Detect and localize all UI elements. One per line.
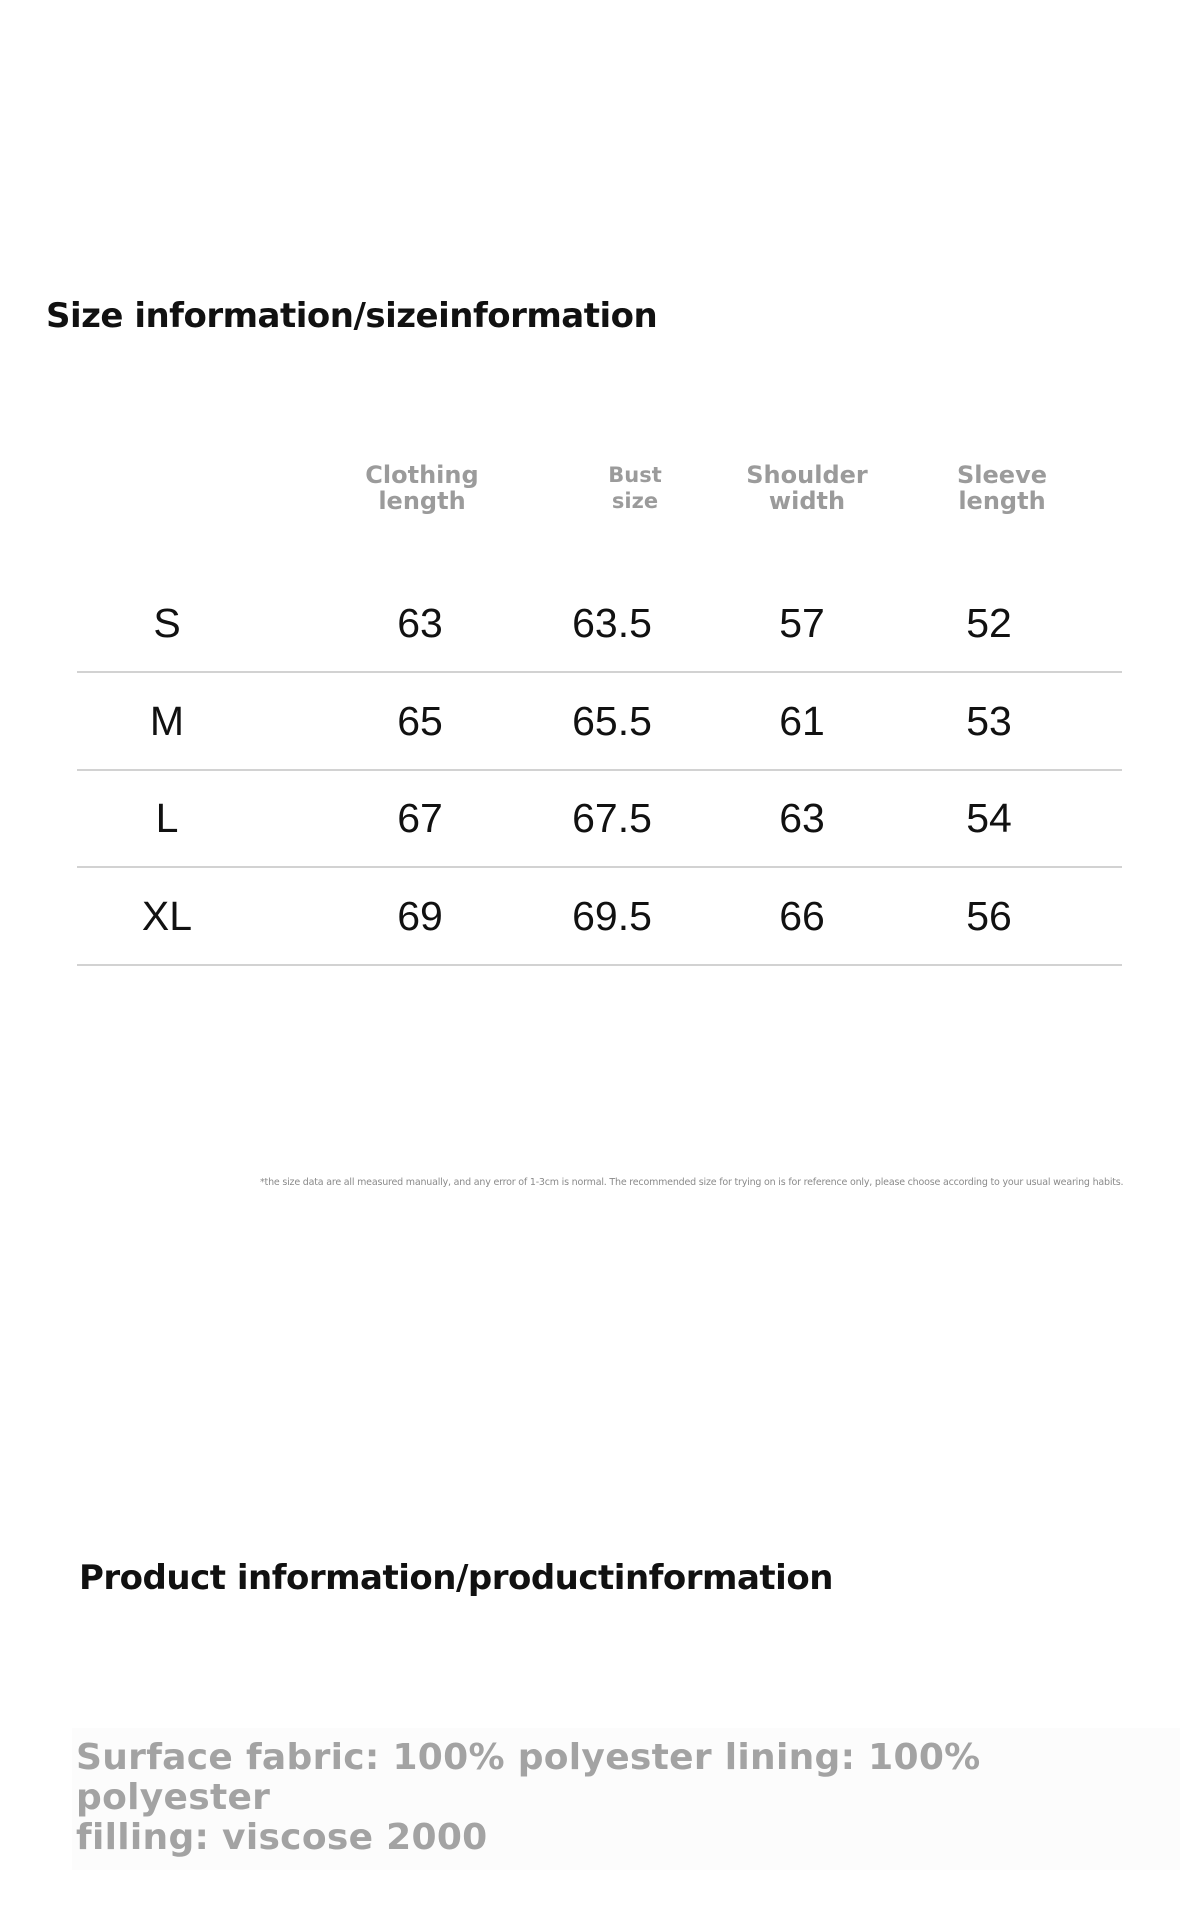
header-sleeve-length [912, 462, 1092, 514]
table-cell: 63.5 [572, 600, 652, 646]
table-cell: 69.5 [572, 893, 652, 939]
table-cell: 65.5 [572, 698, 652, 744]
size-label: S [153, 600, 181, 646]
size-label: XL [141, 893, 193, 939]
table-row [77, 575, 1122, 673]
table-cell: 65 [397, 698, 443, 744]
table-cell: 63 [397, 600, 443, 646]
table-cell: 69 [397, 893, 443, 939]
header-line: size [611, 489, 659, 513]
product-section-title: Product information/productinformation [79, 1558, 833, 1598]
header-bust-size [545, 462, 725, 514]
size-section-title: Size information/sizeinformation [46, 296, 658, 336]
size-disclaimer-note: *the size data are all measured manually, and any error of 1-3cm is normal. The recommended size for trying on is for reference only, please choose according to your usual wearing habits. [260, 1177, 1124, 1188]
product-description-line: filling: viscose 2000 [76, 1817, 488, 1858]
table-cell: 67.5 [572, 795, 652, 841]
table-row [77, 868, 1122, 966]
table-row [77, 770, 1122, 868]
header-line: Bust [608, 463, 662, 487]
header-line: length [958, 487, 1046, 515]
table-cell: 52 [966, 600, 1012, 646]
table-cell: 61 [779, 698, 825, 744]
size-label: L [155, 795, 179, 841]
header-line: Shoulder [746, 461, 868, 489]
header-shoulder-width [717, 462, 897, 514]
table-cell: 67 [397, 795, 443, 841]
size-label: M [149, 698, 185, 744]
header-line: Sleeve [957, 461, 1047, 489]
product-description-line: Surface fabric: 100% polyester lining: 100% polyester [76, 1737, 981, 1818]
table-cell: 54 [966, 795, 1012, 841]
header-clothing-length [332, 462, 512, 514]
table-cell: 53 [966, 698, 1012, 744]
table-cell: 57 [779, 600, 825, 646]
table-row [77, 673, 1122, 771]
header-line: width [768, 487, 846, 515]
table-cell: 66 [779, 893, 825, 939]
header-line: length [378, 487, 466, 515]
product-description-text [76, 1738, 1176, 1858]
header-line: Clothing [365, 461, 479, 489]
table-cell: 63 [779, 795, 825, 841]
product-description [72, 1728, 1180, 1870]
table-cell: 56 [966, 893, 1012, 939]
